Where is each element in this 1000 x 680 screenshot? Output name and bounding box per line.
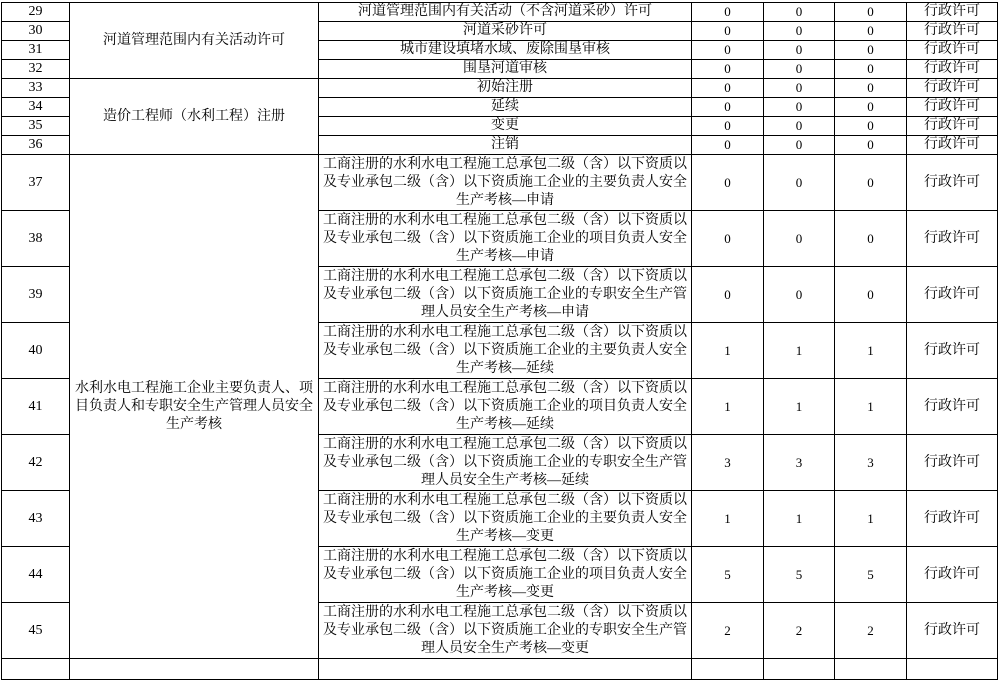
permit-type-cell: 行政许可	[907, 267, 998, 323]
row-number-cell: 35	[2, 117, 70, 136]
value-cell: 2	[835, 603, 907, 659]
value-cell: 3	[692, 435, 764, 491]
value-cell: 3	[835, 435, 907, 491]
permit-type-cell: 行政许可	[907, 491, 998, 547]
value-cell: 1	[835, 323, 907, 379]
value-cell: 1	[692, 379, 764, 435]
permit-type-cell: 行政许可	[907, 22, 998, 41]
permit-type-cell: 行政许可	[907, 41, 998, 60]
permit-type-cell: 行政许可	[907, 79, 998, 98]
empty-cell	[835, 659, 907, 680]
permit-type-cell: 行政许可	[907, 323, 998, 379]
item-name-cell: 初始注册	[319, 79, 692, 98]
value-cell: 1	[764, 379, 835, 435]
category-cell: 河道管理范围内有关活动许可	[70, 3, 319, 79]
value-cell: 0	[835, 211, 907, 267]
permit-type-cell: 行政许可	[907, 547, 998, 603]
row-number-cell: 45	[2, 603, 70, 659]
value-cell: 0	[835, 41, 907, 60]
item-name-cell: 延续	[319, 98, 692, 117]
value-cell: 2	[692, 603, 764, 659]
empty-cell	[692, 659, 764, 680]
value-cell: 0	[692, 136, 764, 155]
item-name-cell: 工商注册的水利水电工程施工总承包二级（含）以下资质以及专业承包二级（含）以下资质施工企业的专职安全生产管理人员安全生产考核—变更	[319, 603, 692, 659]
row-number-cell: 36	[2, 136, 70, 155]
row-number-cell: 37	[2, 155, 70, 211]
row-number-cell: 29	[2, 3, 70, 22]
approval-items-table-wrap	[1, 2, 999, 680]
row-number-cell: 30	[2, 22, 70, 41]
value-cell: 0	[835, 3, 907, 22]
value-cell: 0	[692, 267, 764, 323]
value-cell: 0	[835, 60, 907, 79]
value-cell: 1	[764, 323, 835, 379]
value-cell: 0	[835, 79, 907, 98]
item-name-cell: 工商注册的水利水电工程施工总承包二级（含）以下资质以及专业承包二级（含）以下资质施工企业的主要负责人安全生产考核—变更	[319, 491, 692, 547]
empty-cell	[70, 659, 319, 680]
value-cell: 5	[692, 547, 764, 603]
value-cell: 1	[764, 491, 835, 547]
permit-type-cell: 行政许可	[907, 60, 998, 79]
permit-type-cell: 行政许可	[907, 155, 998, 211]
row-number-cell: 32	[2, 60, 70, 79]
value-cell: 0	[764, 3, 835, 22]
value-cell: 0	[692, 60, 764, 79]
value-cell: 5	[835, 547, 907, 603]
item-name-cell: 工商注册的水利水电工程施工总承包二级（含）以下资质以及专业承包二级（含）以下资质施工企业的项目负责人安全生产考核—变更	[319, 547, 692, 603]
permit-type-cell: 行政许可	[907, 603, 998, 659]
row-number-cell: 41	[2, 379, 70, 435]
item-name-cell: 变更	[319, 117, 692, 136]
value-cell: 0	[764, 60, 835, 79]
row-number-cell: 44	[2, 547, 70, 603]
row-number-cell: 38	[2, 211, 70, 267]
empty-cell	[764, 659, 835, 680]
value-cell: 3	[764, 435, 835, 491]
value-cell: 0	[764, 117, 835, 136]
table-row	[2, 3, 998, 22]
value-cell: 0	[835, 267, 907, 323]
partial-next-row	[2, 659, 998, 680]
value-cell: 5	[764, 547, 835, 603]
item-name-cell: 河道采砂许可	[319, 22, 692, 41]
item-name-cell: 工商注册的水利水电工程施工总承包二级（含）以下资质以及专业承包二级（含）以下资质施工企业的主要负责人安全生产考核—延续	[319, 323, 692, 379]
row-number-cell: 39	[2, 267, 70, 323]
value-cell: 0	[764, 79, 835, 98]
value-cell: 0	[692, 79, 764, 98]
value-cell: 2	[764, 603, 835, 659]
item-name-cell: 工商注册的水利水电工程施工总承包二级（含）以下资质以及专业承包二级（含）以下资质施工企业的专职安全生产管理人员安全生产考核—延续	[319, 435, 692, 491]
row-number-cell: 33	[2, 79, 70, 98]
permit-type-cell: 行政许可	[907, 98, 998, 117]
value-cell: 0	[764, 155, 835, 211]
value-cell: 0	[692, 3, 764, 22]
value-cell: 0	[764, 41, 835, 60]
value-cell: 0	[835, 98, 907, 117]
value-cell: 1	[692, 491, 764, 547]
value-cell: 0	[835, 136, 907, 155]
value-cell: 0	[692, 211, 764, 267]
row-number-cell: 31	[2, 41, 70, 60]
row-number-cell: 42	[2, 435, 70, 491]
item-name-cell: 围垦河道审核	[319, 60, 692, 79]
table-row	[2, 155, 998, 211]
value-cell: 0	[764, 267, 835, 323]
value-cell: 0	[692, 98, 764, 117]
value-cell: 0	[764, 136, 835, 155]
value-cell: 1	[835, 491, 907, 547]
item-name-cell: 注销	[319, 136, 692, 155]
row-number-cell: 40	[2, 323, 70, 379]
category-cell: 水利水电工程施工企业主要负责人、项目负责人和专职安全生产管理人员安全生产考核	[70, 155, 319, 659]
value-cell: 0	[764, 98, 835, 117]
value-cell: 0	[835, 22, 907, 41]
permit-type-cell: 行政许可	[907, 117, 998, 136]
empty-cell	[319, 659, 692, 680]
value-cell: 0	[692, 117, 764, 136]
value-cell: 0	[835, 117, 907, 136]
permit-type-cell: 行政许可	[907, 211, 998, 267]
item-name-cell: 工商注册的水利水电工程施工总承包二级（含）以下资质以及专业承包二级（含）以下资质施工企业的专职安全生产管理人员安全生产考核—申请	[319, 267, 692, 323]
value-cell: 1	[835, 379, 907, 435]
item-name-cell: 工商注册的水利水电工程施工总承包二级（含）以下资质以及专业承包二级（含）以下资质施工企业的项目负责人安全生产考核—申请	[319, 211, 692, 267]
permit-type-cell: 行政许可	[907, 435, 998, 491]
approval-items-table	[1, 2, 998, 680]
value-cell: 0	[764, 22, 835, 41]
empty-cell	[2, 659, 70, 680]
item-name-cell: 河道管理范围内有关活动（不含河道采砂）许可	[319, 3, 692, 22]
permit-type-cell: 行政许可	[907, 3, 998, 22]
permit-type-cell: 行政许可	[907, 379, 998, 435]
item-name-cell: 工商注册的水利水电工程施工总承包二级（含）以下资质以及专业承包二级（含）以下资质施工企业的项目负责人安全生产考核—延续	[319, 379, 692, 435]
item-name-cell: 城市建设填堵水域、废除围垦审核	[319, 41, 692, 60]
value-cell: 0	[692, 155, 764, 211]
row-number-cell: 43	[2, 491, 70, 547]
table-row	[2, 79, 998, 98]
value-cell: 0	[692, 22, 764, 41]
row-number-cell: 34	[2, 98, 70, 117]
permit-type-cell: 行政许可	[907, 136, 998, 155]
value-cell: 0	[835, 155, 907, 211]
value-cell: 0	[692, 41, 764, 60]
value-cell: 1	[692, 323, 764, 379]
value-cell: 0	[764, 211, 835, 267]
empty-cell	[907, 659, 998, 680]
category-cell: 造价工程师（水利工程）注册	[70, 79, 319, 155]
item-name-cell: 工商注册的水利水电工程施工总承包二级（含）以下资质以及专业承包二级（含）以下资质施工企业的主要负责人安全生产考核—申请	[319, 155, 692, 211]
